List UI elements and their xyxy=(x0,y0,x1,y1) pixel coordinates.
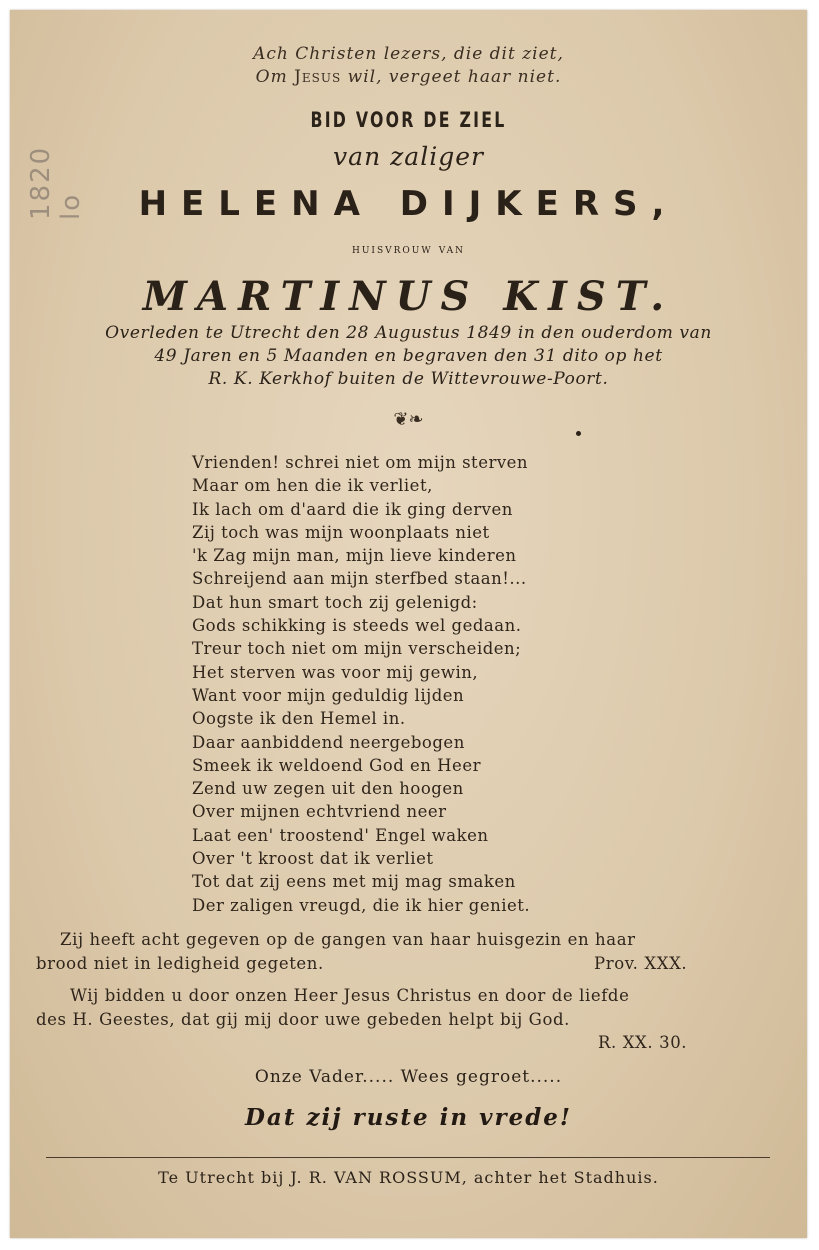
intro-line-2-post: wil, vergeet haar niet. xyxy=(341,67,562,87)
poem-line: Maar om hen die ik verliet, xyxy=(192,476,433,496)
poem-line: Tot dat zij eens met mij mag smaken xyxy=(192,872,516,892)
poem-line: Treur toch niet om mijn verscheiden; xyxy=(192,639,522,659)
poem-line: Over 't kroost dat ik verliet xyxy=(192,849,434,869)
poem-line: Want voor mijn geduldig lijden xyxy=(192,685,465,705)
poem-line: Daar aanbiddend neergebogen xyxy=(192,732,465,752)
husband-name: MARTINUS KIST. xyxy=(142,273,675,320)
poem-line: Over mijnen echtvriend neer xyxy=(192,802,447,822)
deceased-name: HELENA DIJKERS, xyxy=(138,184,679,224)
details-line-3: R. K. Kerkhof buiten de Wittevrouwe-Poort. xyxy=(208,369,609,389)
archive-stamp: 1820 lo xyxy=(26,145,86,220)
huisvrouw-van: huisvrouw van xyxy=(351,242,466,257)
van-zaliger: van zaliger xyxy=(333,142,484,171)
ornament-divider: ❦❧ xyxy=(393,409,424,430)
details-line-2: 49 Jaren en 5 Maanden en begraven den 31 dito op het xyxy=(154,346,663,366)
scripture-line-2: brood niet in ledigheid gegeten. xyxy=(36,954,324,973)
poem-line: Smeek ik weldoend God en Heer xyxy=(192,755,481,775)
print-speck xyxy=(576,431,581,436)
printer-imprint: Te Utrecht bij J. R. VAN ROSSUM, achter het Stadhuis. xyxy=(158,1168,659,1187)
poem-line: Dat hun smart toch zij gelenigd: xyxy=(192,592,478,612)
details-line-1: Overleden te Utrecht den 28 Augustus 1849 in den ouderdom van xyxy=(105,323,712,343)
poem-line: Vrienden! schrei niet om mijn sterven xyxy=(192,453,529,472)
scripture-line-1: Zij heeft acht gegeven op de gangen van haar huisgezin en haar xyxy=(60,930,636,949)
bid-heading: BID VOOR DE ZIEL xyxy=(310,108,507,132)
poem-line: Het sterven was voor mij gewin, xyxy=(192,662,479,682)
poem-line: Der zaligen vreugd, die ik hier geniet. xyxy=(192,895,531,915)
poem-line: Oogste ik den Hemel in. xyxy=(192,709,406,729)
prayers-line: Onze Vader..... Wees gegroet..... xyxy=(254,1067,563,1087)
poem-line: Zij toch was mijn woonplaats niet xyxy=(192,522,490,542)
invocation-line-1: Wij bidden u door onzen Heer Jesus Christus en door de liefde xyxy=(70,986,630,1005)
poem-line: Schreijend aan mijn sterfbed staan!... xyxy=(192,569,527,589)
poem-line: Gods schikking is steeds wel gedaan. xyxy=(192,616,522,636)
intro-line-1: Ach Christen lezers, die dit ziet, xyxy=(253,44,564,64)
intro-line-2-pre: Om xyxy=(255,67,295,87)
poem-line: 'k Zag mijn man, mijn lieve kinderen xyxy=(192,546,517,566)
closing-line: Dat zij ruste in vrede! xyxy=(244,1104,573,1131)
divider-rule xyxy=(46,1157,770,1158)
intro-jesus: Jesus xyxy=(294,67,342,87)
invocation-reference: R. XX. 30. xyxy=(598,1033,688,1052)
poem-line: Ik lach om d'aard die ik ging derven xyxy=(192,499,513,519)
scripture-reference: Prov. XXX. xyxy=(594,954,688,973)
invocation-line-2: des H. Geestes, dat gij mij door uwe gebeden helpt bij God. xyxy=(36,1010,571,1029)
intro-line-2 xyxy=(10,67,807,87)
poem-line: Zend uw zegen uit den hoogen xyxy=(192,779,464,799)
poem-line: Laat een' troostend' Engel waken xyxy=(192,825,489,845)
poem xyxy=(192,451,530,917)
memorial-card xyxy=(10,10,807,1238)
